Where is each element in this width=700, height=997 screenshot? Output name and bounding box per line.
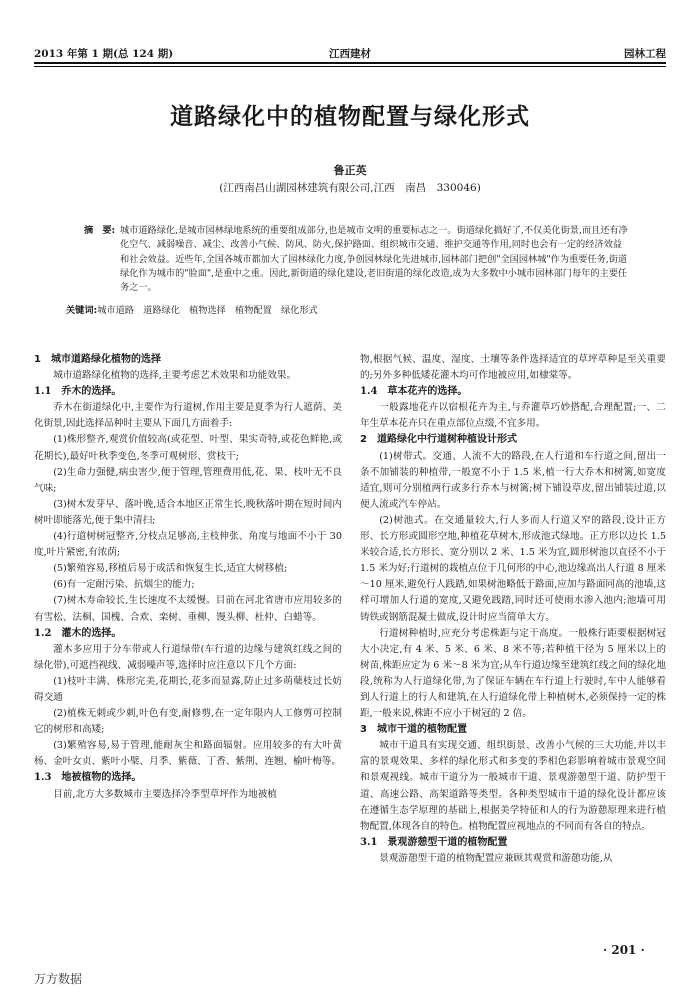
- section-heading: 2 道路绿化中行道树种植设计形式: [360, 434, 517, 446]
- keywords-text: 城市道路 道路绿化 植物选择 植物配置 绿化形式: [97, 305, 318, 316]
- header-section: 园林工程: [624, 48, 666, 60]
- paragraph: (1)树带式。交通、人流不大的路段,在人行道和车行道之间,留出一条不加铺装的种植带,一般宽不小于 1.5 米,植一行大乔木和树篱,如宽度适宜,则可分别植两行或多行乔木与树篱;树下铺设草皮,留出铺装过道,以便人流或汽车停站。: [360, 450, 666, 510]
- page-number: · 201 ·: [603, 943, 645, 957]
- abstract-label: 摘 要:: [84, 225, 116, 236]
- paragraph: 景观游憩型干道的植物配置应兼顾其观赏和游憩功能,从: [379, 852, 613, 864]
- article-title: 道路绿化中的植物配置与绿化形式: [170, 104, 530, 130]
- paragraph: 一般露地花卉以宿根花卉为主,与乔灌草巧妙搭配,合理配置;一、二年生草本花卉只在重点部位点缀,不宜多用。: [360, 402, 666, 430]
- paragraph-continued: 物,根据气候、温度、湿度、土壤等条件选择适宜的草坪草种是至关重要的;另外多种低矮花灌木均可作地被应用,如棣棠等。: [360, 354, 666, 382]
- abstract-text: 城市道路绿化,是城市园林绿地系统的重要组成部分,也是城市文明的重要标志之一。街道绿化搞好了,不仅美化街景,而且还有净化空气、减弱噪音、减尘、改善小气候、防风、防火,保护路面、组织城市交通、维护交通等作用,同时也会有一定的经济效益和社会效益。近些年,全国各城市都加大了园林绿化力度,争创园林绿化先进城市,园林部门把创"全国园林城"作为重要任务,街道绿化作为城市的"脸面",是重中之重。因此,新街道的绿化建设,老旧街道的绿化改造,成为大多数中小城市园林部门每年的主要任务之一。: [120, 225, 628, 294]
- subsection-heading: 1.2 灌木的选择。: [34, 627, 122, 639]
- paragraph: (3)树木发芽早、落叶晚,适合本地区正常生长,晚秋落叶期在短时间内树叶即能落光,便于集中清扫;: [34, 498, 342, 526]
- abstract: [84, 224, 630, 295]
- paragraph: (7)树木寿命较长,生长速度不太缓慢。目前在河北省唐市应用较多的有雪松、法桐、国槐、合欢、栾树、垂柳、馒头柳、杜仲、白蜡等。: [34, 595, 342, 623]
- paragraph: (1)枝叶丰满、株形完美,花期长,花多而显露,防止过多萌蘖枝过长妨碍交通: [34, 675, 342, 703]
- paragraph: (2)植株无刺或少刺,叶色有变,耐修剪,在一定年限内人工修剪可控制它的树形和高矮;: [34, 708, 342, 736]
- paragraph: 灌木多应用于分车带或人行道绿带(车行道的边缘与建筑红线之间的绿化带),可遮挡视线、减弱噪声等,选择时应注意以下几个方面:: [34, 643, 342, 671]
- subsection-heading: 1.3 地被植物的选择。: [34, 772, 142, 784]
- paragraph: (2)生命力强健,病虫害少,便于管理,管理费用低,花、果、枝叶无不良气味;: [34, 466, 342, 494]
- paragraph: 城市道路绿化植物的选择,主要考虑艺术效果和功能效果。: [53, 370, 297, 382]
- paragraph: 乔木在街道绿化中,主要作为行道树,作用主要是夏季为行人遮荫、美化街景,因此选择品种时主要从下面几方面着手:: [34, 402, 342, 430]
- subsection-heading: 1.1 乔木的选择。: [34, 386, 122, 398]
- right-column: [360, 352, 666, 867]
- header-journal: 江西建材: [329, 48, 371, 60]
- header-issue: 2013 年第 1 期(总 124 期): [34, 48, 174, 60]
- paragraph: (2)树池式。在交通量较大,行人多而人行道又窄的路段,设计正方形、长方形或圆形空地,种植花草树木,形成池式绿地。正方形以边长 1.5 米较合适,长方形长、宽分别以 2 米、1.5 米为宜,圆形树池以直径不小于 1.5 米为好;行道树的栽植点位于几何形的中心,池边缘高出人行道 8 厘米～10 厘米,避免行人践踏,如果树池略低于路面,应加与路面同高的池墙,这样可增加人行道的宽度,又避免践踏,同时还可使雨水渗入池内;池墙可用铸铁或钢筋混凝土做成,设计时应当简单大方。: [360, 514, 666, 623]
- header-rule-thick: [34, 62, 666, 64]
- keywords: [66, 304, 630, 318]
- section-heading: 1 城市道路绿化植物的选择: [34, 354, 161, 365]
- author: 鲁正英: [333, 164, 367, 177]
- subsection-heading: 1.4 草本花卉的选择。: [360, 386, 468, 398]
- affiliation: (江西南昌山湖园林建筑有限公司,江西 南昌 330046): [219, 182, 481, 194]
- paragraph: 城市干道具有实现交通、组织街景、改善小气候的三大功能,并以丰富的景观效果、多样的绿化形式和多变的季相色彩影响着城市景观空间和景观视线。城市干道分为一般城市干道、景观游憩型干道、防护型干道、高速公路、高架道路等类型。各种类型城市干道的绿化设计都应该在遵循生态学原理的基础上,根据美学特征和人的行为游憩原理来进行植物配置,体现各自的特色。植物配置应视地点的不同而有各自的特点。: [360, 740, 666, 832]
- left-column: [34, 352, 342, 803]
- paragraph: (4)行道树树冠整齐,分枝点足够高,主枝伸张、角度与地面不小于 30 度,叶片紧密,有浓荫;: [34, 531, 342, 559]
- watermark: 万方数据: [34, 972, 83, 986]
- paragraph: 目前,北方大多数城市主要选择冷季型草坪作为地被植: [53, 788, 277, 800]
- paragraph: (6)有一定耐污染、抗烟尘的能力;: [53, 579, 195, 591]
- paragraph: (3)繁殖容易,易于管理,能耐灰尘和路面辐射。应用较多的有大叶黄杨、金叶女贞、紫叶小檗、月季、紫薇、丁香、紫荆、连翘、榆叶梅等。: [34, 740, 342, 768]
- paragraph: (1)株形整齐,观赏价值较高(或花型、叶型、果实奇特,或花色鲜艳,或花期长),最好叶秋季变色,冬季可观树形、赏枝干;: [34, 434, 342, 462]
- paragraph: (5)繁殖容易,移植后易于成活和恢复生长,适宜大树移植;: [53, 563, 288, 575]
- paragraph: 行道树种植时,应充分考虑株距与定干高度。一般株行距要根据树冠大小决定,有 4 米、5 米、6 米、8 米不等;若种植干径为 5 厘米以上的树苗,株距应定为 6 米～8 米为宜;从车行道边缘至建筑红线之间的绿化地段,统称为人行道绿化带,为了保证车辆在车行道上行驶时,车中人能够看到人行道上的行人和建筑,在人行道绿化带上种植树木,必须保持一定的株距,一般来说,株距不应小于树冠的 2 倍。: [360, 627, 666, 720]
- keywords-label: 关键词:: [66, 305, 98, 316]
- subsection-heading: 3.1 景观游憩型干道的植物配置: [360, 836, 508, 848]
- header-rule-thin: [34, 66, 666, 67]
- section-heading: 3 城市干道的植物配置: [360, 724, 467, 736]
